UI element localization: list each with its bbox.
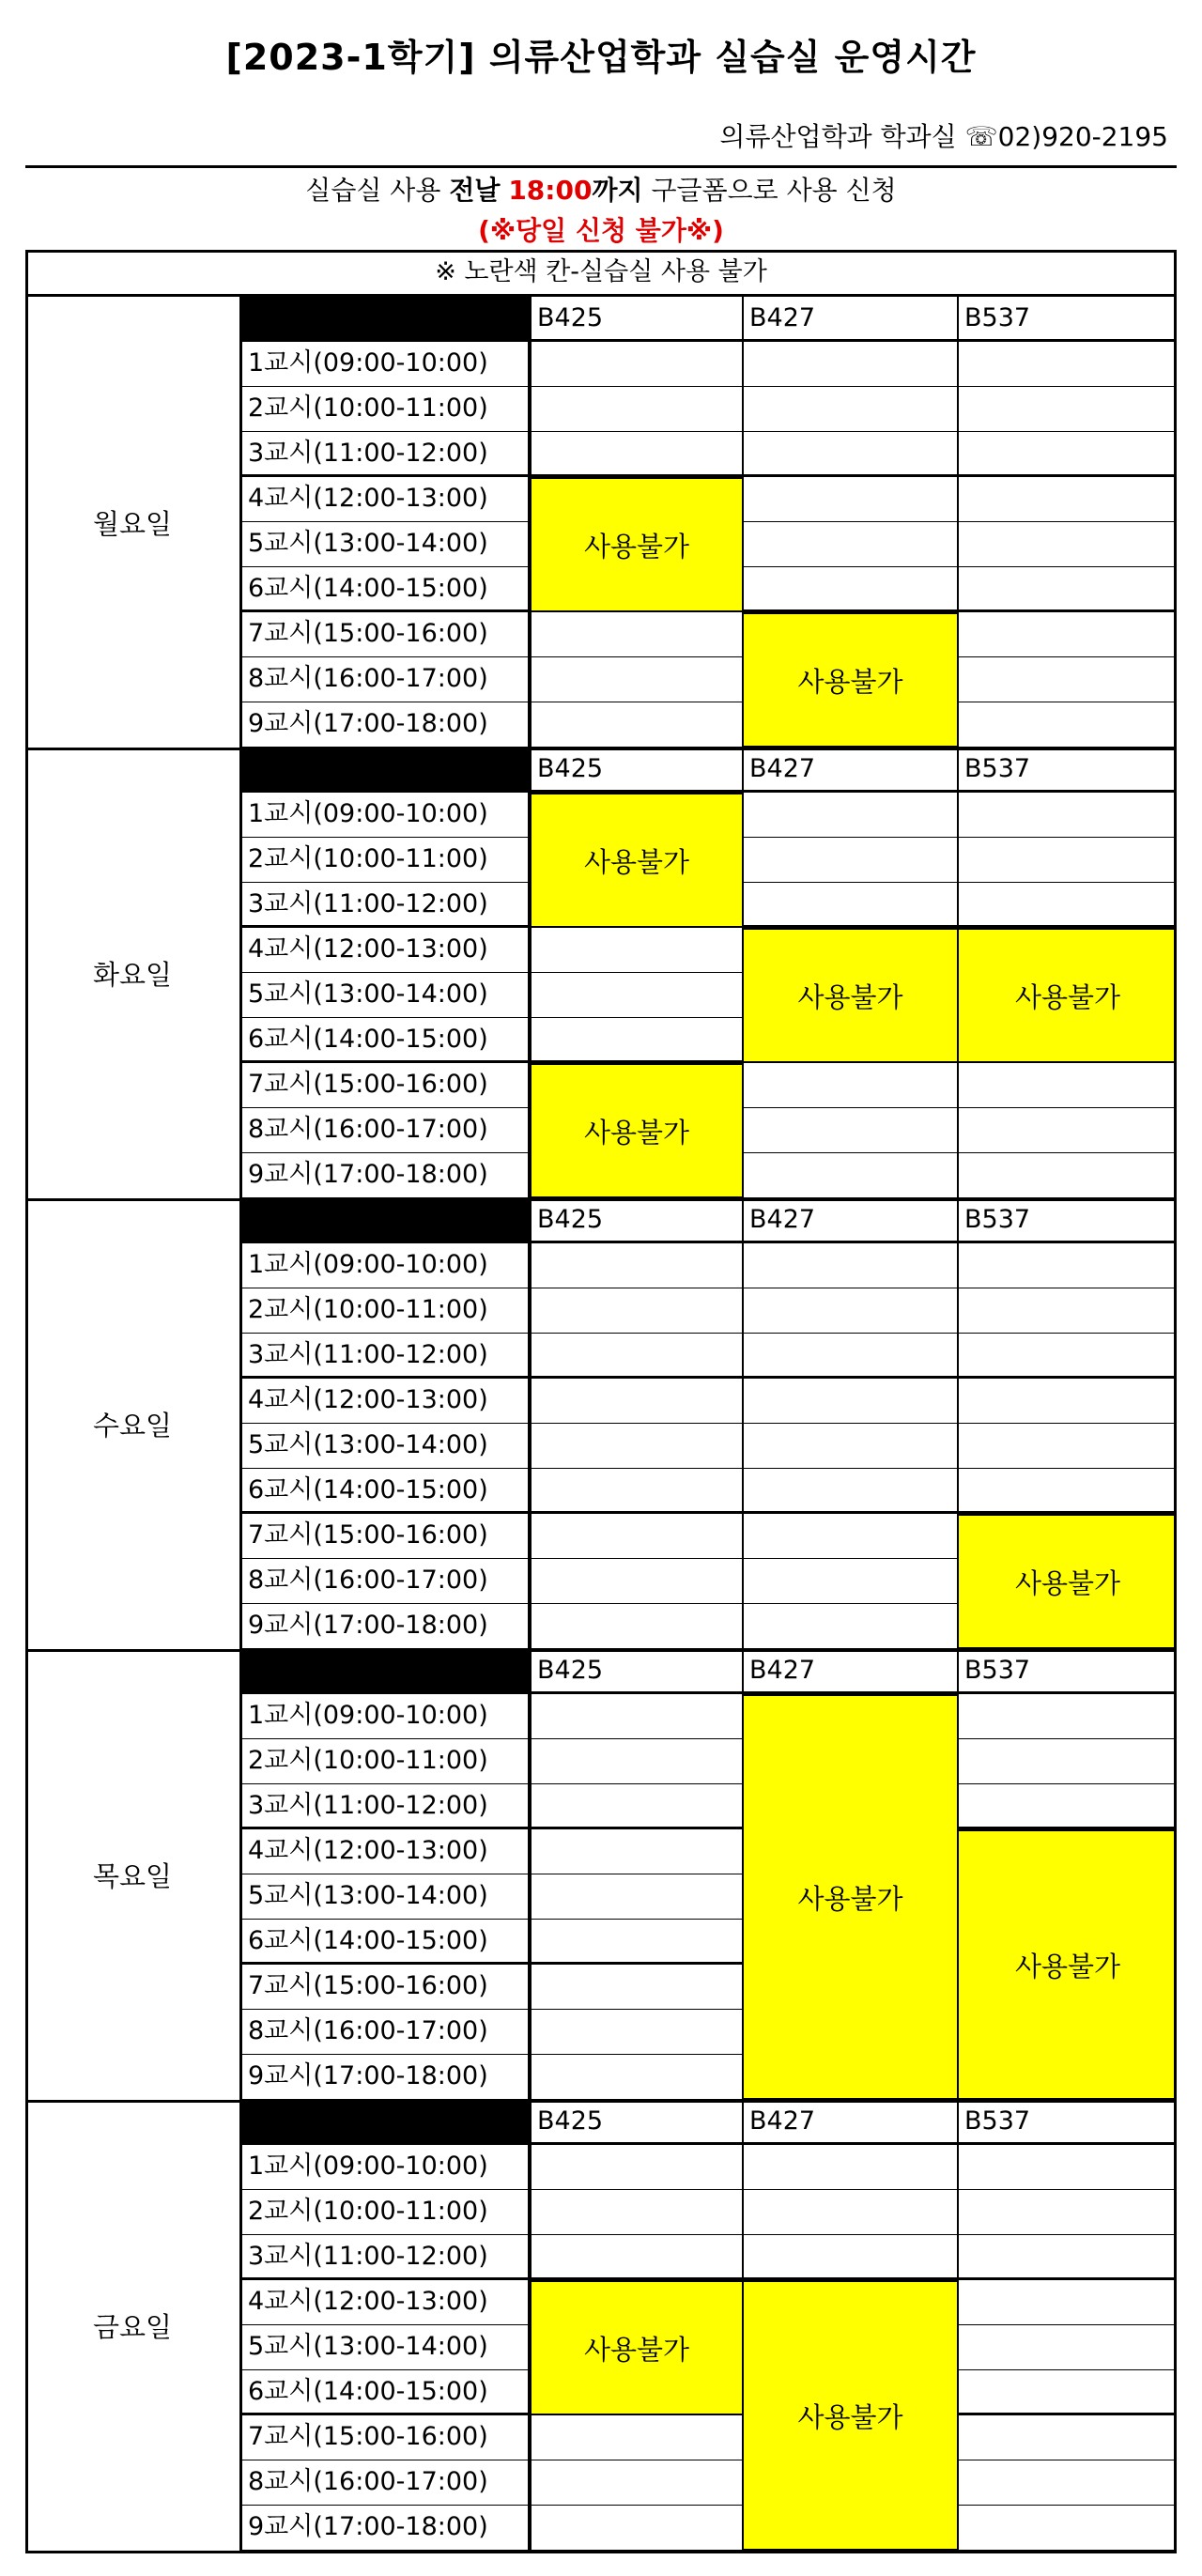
period-label: 4교시(12:00-13:00) [242, 1379, 530, 1424]
schedule-cell [530, 928, 742, 973]
notice-bold-until: 까지 [592, 175, 643, 206]
period-label: 5교시(13:00-14:00) [242, 1874, 530, 1920]
period-label: 8교시(16:00-17:00) [242, 1108, 530, 1153]
period-label: 9교시(17:00-18:00) [242, 2055, 530, 2100]
unavailable-block: 사용불가 [957, 1514, 1177, 1649]
unavailable-block: 사용불가 [742, 612, 957, 748]
period-label: 9교시(17:00-18:00) [242, 1153, 530, 1198]
period-label: 4교시(12:00-13:00) [242, 477, 530, 522]
period-label: 2교시(10:00-11:00) [242, 387, 530, 432]
day-section [25, 1649, 1177, 2100]
notice-bold-day: 전날 [449, 175, 501, 206]
schedule-cell [742, 883, 957, 928]
schedule-cell [957, 2460, 1177, 2506]
room-header: B425 [530, 1649, 742, 1694]
period-label: 5교시(13:00-14:00) [242, 522, 530, 567]
same-day-warning: (※당일 신청 불가※) [478, 215, 724, 246]
schedule-cell [530, 2190, 742, 2235]
period-label: 1교시(09:00-10:00) [242, 2145, 530, 2190]
room-header: B427 [742, 748, 957, 793]
schedule-cell [957, 2325, 1177, 2370]
schedule-cell [742, 1469, 957, 1514]
schedule-cell [957, 1784, 1177, 1829]
period-label: 1교시(09:00-10:00) [242, 1243, 530, 1288]
period-label: 3교시(11:00-12:00) [242, 432, 530, 477]
schedule-cell [742, 1108, 957, 1153]
schedule-cell [530, 2506, 742, 2551]
schedule-cell [530, 1469, 742, 1514]
period-label: 1교시(09:00-10:00) [242, 342, 530, 387]
schedule-cell [530, 1784, 742, 1829]
schedule-cell [742, 1334, 957, 1379]
room-header-corner [242, 748, 530, 793]
notice-prefix: 실습실 사용 [305, 175, 450, 206]
schedule-cell [957, 2145, 1177, 2190]
schedule-cell [957, 1469, 1177, 1514]
schedule-cell [957, 2370, 1177, 2415]
room-header: B425 [530, 2100, 742, 2145]
schedule-cell [530, 1424, 742, 1469]
unavailable-block: 사용불가 [742, 1694, 957, 2100]
period-label: 2교시(10:00-11:00) [242, 838, 530, 883]
schedule-cell [530, 1018, 742, 1063]
schedule-cell [530, 1739, 742, 1784]
schedule-cell [957, 1424, 1177, 1469]
day-section [25, 1198, 1177, 1649]
unavailable-block: 사용불가 [742, 928, 957, 1063]
schedule-cell [530, 702, 742, 748]
application-notice [0, 170, 1202, 208]
schedule-cell [957, 2235, 1177, 2280]
schedule-cell [742, 2190, 957, 2235]
schedule-cell [530, 387, 742, 432]
schedule-cell [530, 612, 742, 657]
day-section [25, 297, 1177, 748]
schedule-cell [957, 387, 1177, 432]
room-header: B537 [957, 1198, 1177, 1243]
schedule-cell [530, 2055, 742, 2100]
day-section [25, 2100, 1177, 2551]
unavailable-block: 사용불가 [742, 2280, 957, 2551]
room-header-corner [242, 2100, 530, 2145]
day-label: 수요일 [25, 1198, 242, 1649]
schedule-cell [742, 793, 957, 838]
schedule-cell [957, 657, 1177, 702]
schedule-cell [742, 387, 957, 432]
period-label: 8교시(16:00-17:00) [242, 2010, 530, 2055]
schedule-cell [530, 1694, 742, 1739]
schedule-cell [530, 1288, 742, 1334]
schedule-cell [957, 2415, 1177, 2460]
schedule-cell [530, 2415, 742, 2460]
header-rule [25, 165, 1177, 168]
room-header: B427 [742, 1649, 957, 1694]
period-label: 7교시(15:00-16:00) [242, 2415, 530, 2460]
room-header: B425 [530, 297, 742, 342]
period-label: 2교시(10:00-11:00) [242, 1739, 530, 1784]
schedule-cell [957, 1153, 1177, 1198]
room-header: B537 [957, 1649, 1177, 1694]
period-label: 9교시(17:00-18:00) [242, 2506, 530, 2551]
period-label: 6교시(14:00-15:00) [242, 567, 530, 612]
period-label: 6교시(14:00-15:00) [242, 1018, 530, 1063]
schedule-cell [530, 2235, 742, 2280]
schedule-cell [742, 1514, 957, 1559]
schedule-cell [742, 1379, 957, 1424]
schedule-cell [742, 1243, 957, 1288]
schedule-cell [742, 477, 957, 522]
room-header: B425 [530, 1198, 742, 1243]
period-label: 2교시(10:00-11:00) [242, 1288, 530, 1334]
schedule-cell [742, 1153, 957, 1198]
schedule-cell [957, 612, 1177, 657]
day-label: 목요일 [25, 1649, 242, 2100]
period-label: 7교시(15:00-16:00) [242, 1965, 530, 2010]
schedule-cell [530, 1243, 742, 1288]
schedule-cell [530, 432, 742, 477]
schedule-cell [530, 342, 742, 387]
period-label: 5교시(13:00-14:00) [242, 2325, 530, 2370]
room-header: B425 [530, 748, 742, 793]
period-label: 2교시(10:00-11:00) [242, 2190, 530, 2235]
period-label: 8교시(16:00-17:00) [242, 1559, 530, 1604]
room-header-corner [242, 1649, 530, 1694]
period-label: 6교시(14:00-15:00) [242, 1920, 530, 1965]
room-header: B427 [742, 297, 957, 342]
schedule-cell [530, 1559, 742, 1604]
schedule-cell [957, 1739, 1177, 1784]
day-section [25, 748, 1177, 1198]
schedule-cell [742, 522, 957, 567]
page-title: [2023-1학기] 의류산업학과 실습실 운영시간 [225, 37, 977, 78]
schedule-cell [957, 2190, 1177, 2235]
period-label: 4교시(12:00-13:00) [242, 1829, 530, 1874]
period-label: 7교시(15:00-16:00) [242, 1514, 530, 1559]
notice-deadline-time: 18:00 [508, 175, 593, 206]
schedule-cell [957, 342, 1177, 387]
period-label: 3교시(11:00-12:00) [242, 1334, 530, 1379]
period-label: 9교시(17:00-18:00) [242, 1604, 530, 1649]
schedule-cell [957, 838, 1177, 883]
room-header: B537 [957, 297, 1177, 342]
schedule-cell [957, 1288, 1177, 1334]
room-header: B427 [742, 2100, 957, 2145]
schedule-cell [742, 2145, 957, 2190]
schedule-cell [957, 567, 1177, 612]
schedule-cell [530, 1874, 742, 1920]
unavailable-block: 사용불가 [530, 2280, 742, 2415]
schedule-cell [530, 1379, 742, 1424]
schedule-cell [742, 2235, 957, 2280]
schedule-cell [957, 432, 1177, 477]
period-label: 3교시(11:00-12:00) [242, 1784, 530, 1829]
schedule-cell [957, 1379, 1177, 1424]
schedule-cell [957, 2506, 1177, 2551]
period-label: 1교시(09:00-10:00) [242, 1694, 530, 1739]
room-header: B537 [957, 748, 1177, 793]
schedule-cell [530, 1920, 742, 1965]
office-contact: 의류산업학과 학과실 ☏02)920-2195 [719, 121, 1168, 152]
day-label: 화요일 [25, 748, 242, 1198]
period-label: 5교시(13:00-14:00) [242, 973, 530, 1018]
schedule-cell [742, 567, 957, 612]
schedule-cell [957, 702, 1177, 748]
schedule-cell [530, 1334, 742, 1379]
schedule-cell [742, 1424, 957, 1469]
unavailable-block: 사용불가 [530, 793, 742, 928]
day-label: 월요일 [25, 297, 242, 748]
unavailable-block: 사용불가 [530, 477, 742, 612]
schedule-cell [530, 2010, 742, 2055]
schedule-cell [742, 432, 957, 477]
period-label: 5교시(13:00-14:00) [242, 1424, 530, 1469]
period-label: 7교시(15:00-16:00) [242, 1063, 530, 1108]
schedule-cell [957, 477, 1177, 522]
unavailable-block: 사용불가 [957, 928, 1177, 1063]
schedule-cell [957, 1063, 1177, 1108]
schedule-cell [742, 838, 957, 883]
schedule-cell [957, 793, 1177, 838]
schedule-cell [957, 522, 1177, 567]
schedule-cell [742, 1604, 957, 1649]
schedule-cell [530, 2460, 742, 2506]
schedule-cell [957, 883, 1177, 928]
schedule-cell [530, 657, 742, 702]
period-label: 8교시(16:00-17:00) [242, 657, 530, 702]
schedule-table [25, 250, 1177, 2553]
period-label: 1교시(09:00-10:00) [242, 793, 530, 838]
schedule-cell [530, 1604, 742, 1649]
schedule-cell [742, 342, 957, 387]
period-label: 8교시(16:00-17:00) [242, 2460, 530, 2506]
room-header-corner [242, 297, 530, 342]
schedule-cell [957, 1694, 1177, 1739]
period-label: 3교시(11:00-12:00) [242, 883, 530, 928]
schedule-cell [530, 2145, 742, 2190]
room-header: B537 [957, 2100, 1177, 2145]
unavailable-block: 사용불가 [530, 1063, 742, 1198]
unavailable-block: 사용불가 [957, 1829, 1177, 2100]
room-header: B427 [742, 1198, 957, 1243]
day-label: 금요일 [25, 2100, 242, 2551]
schedule-cell [530, 973, 742, 1018]
room-header-corner [242, 1198, 530, 1243]
schedule-cell [530, 1829, 742, 1874]
period-label: 6교시(14:00-15:00) [242, 1469, 530, 1514]
notice-suffix: 구글폼으로 사용 신청 [642, 175, 897, 206]
schedule-cell [530, 1965, 742, 2010]
schedule-cell [957, 2280, 1177, 2325]
period-label: 3교시(11:00-12:00) [242, 2235, 530, 2280]
legend: ※ 노란색 칸-실습실 사용 불가 [25, 250, 1177, 297]
schedule-cell [742, 1288, 957, 1334]
period-label: 7교시(15:00-16:00) [242, 612, 530, 657]
schedule-cell [742, 1063, 957, 1108]
schedule-cell [530, 1514, 742, 1559]
period-label: 4교시(12:00-13:00) [242, 2280, 530, 2325]
schedule-cell [742, 1559, 957, 1604]
period-label: 6교시(14:00-15:00) [242, 2370, 530, 2415]
schedule-cell [957, 1108, 1177, 1153]
period-label: 4교시(12:00-13:00) [242, 928, 530, 973]
schedule-cell [957, 1334, 1177, 1379]
schedule-cell [957, 1243, 1177, 1288]
period-label: 9교시(17:00-18:00) [242, 702, 530, 748]
